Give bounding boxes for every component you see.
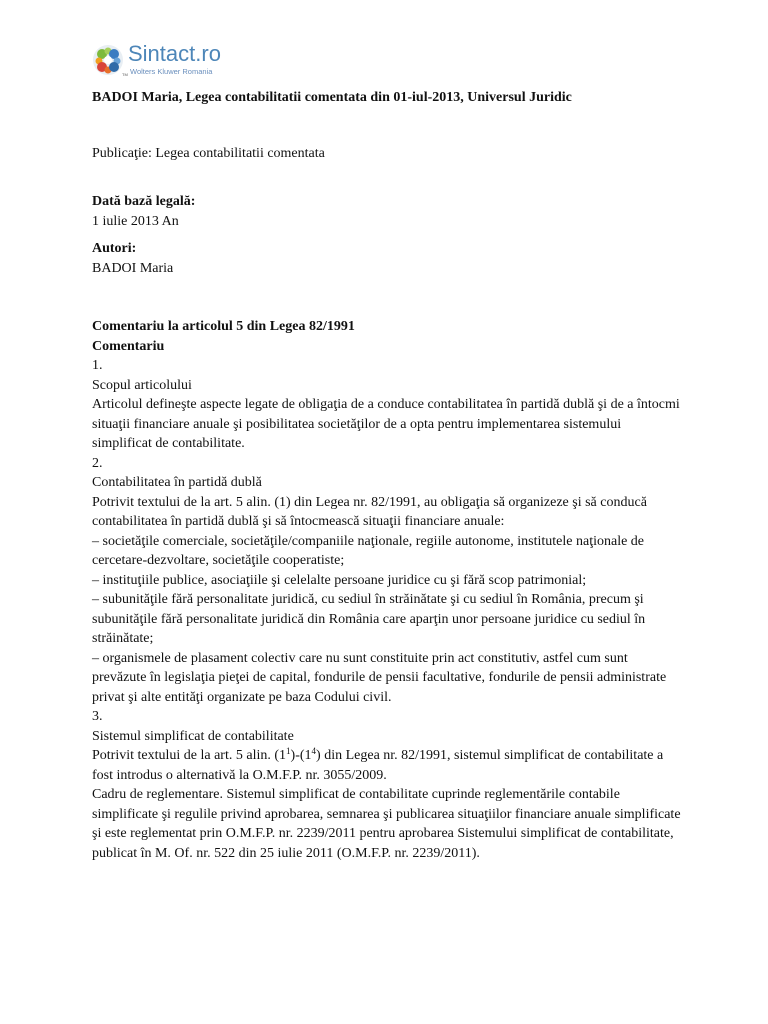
document-body [92,88,682,863]
authors-label: Autori: [92,241,137,256]
section-2-item: – societăţile comerciale, societăţile/companiile naţionale, regiile autonome, institutele naţionale de cercetare-dezvoltare, societăţile cooperatiste; [92,533,645,568]
section-2-number: 2. [92,455,103,471]
comment-subheading: Comentariu [92,338,165,354]
logo-brand-name: Sintact.ro [128,41,221,66]
publication-line: Publicaţie: Legea contabilitatii comentata [92,145,325,161]
document-title: BADOI Maria, Legea contabilitatii comentata din 01-iul-2013, Universul Juridic [92,90,572,105]
authors-value: BADOI Maria [92,260,174,276]
logo-trademark: TM [122,72,128,77]
section-1-text: Articolul defineşte aspecte legate de obligaţia de a conduce contabilitatea în partidă dublă şi de a întocmi situaţii financiare anuale şi posibilitatea societăţilor de a opta pentru implementarea sistemului simplificat de contabilitate. [92,397,680,451]
section-3-paragraph-2: Cadru de reglementare. Sistemul simplificat de contabilitate cuprinde reglementările contabile simplificate şi regulile privind aprobarea, semnarea şi publicarea situaţiilor financiare anuale simplificate şi este reglementat prin O.M.F.P. nr. 2239/2011 pentru aprobarea Sistemului simplificat de contabilitate, publicat în M. Of. nr. 522 din 25 iulie 2011 (O.M.F.P. nr. 2239/2011). [92,787,681,861]
s3-text-c: ) din Legea nr. 82/1991, sistemul simplificat de contabilitate a fost introdus o alternativă la O.M.F.P. nr. 3055/2009. [92,748,664,783]
section-2-item: – subunităţile fără personalitate juridică, cu sediul în străinătate şi cu sediul în România, precum şi subunităţile fără personalitate juridică din România care aparţin unor persoane juridice cu sediul în străinătate; [92,592,646,646]
section-1-number: 1. [92,358,103,373]
s3-text-b: )-(1 [290,748,312,763]
section-2-intro: Potrivit textului de la art. 5 alin. (1) din Legea nr. 82/1991, au obligaţia să organizeze şi să conducă contabilitatea în partidă dublă şi să întocmească situaţii financiare anuale: [92,494,647,529]
section-3-title: Sistemul simplificat de contabilitate [92,728,294,744]
section-2-item: – organismele de plasament colectiv care nu sunt constituite prin act constitutiv, astfel cum sunt prevăzute în legislaţia pieţei de capital, fondurile de pensii facultative, fondurile de pensii administrate privat şi alte entităţi organizate pe baza Codului civil. [92,650,667,705]
section-2-title: Contabilitatea în partidă dublă [92,475,262,490]
legal-date-label: Dată bază legală: [92,194,196,209]
section-1-title: Scopul articolului [92,377,192,393]
legal-date-value: 1 iulie 2013 An [92,213,179,229]
s3-text-a: Potrivit textului de la art. 5 alin. (1 [92,748,287,763]
section-3-number: 3. [92,709,103,724]
s3-superscript-2: 4 [311,746,317,756]
section-3-paragraph-1 [92,746,682,785]
sintact-logo-icon [92,44,124,76]
sintact-logo[interactable] [92,42,221,80]
s3-superscript-1: 1 [286,746,291,756]
comment-heading: Comentariu la articolul 5 din Legea 82/1991 [92,319,355,334]
logo-subtitle: Wolters Kluwer Romania [130,67,213,76]
section-2-item: – instituţiile publice, asociaţiile şi celelalte persoane juridice cu şi fără scop patrimonial; [92,572,587,588]
